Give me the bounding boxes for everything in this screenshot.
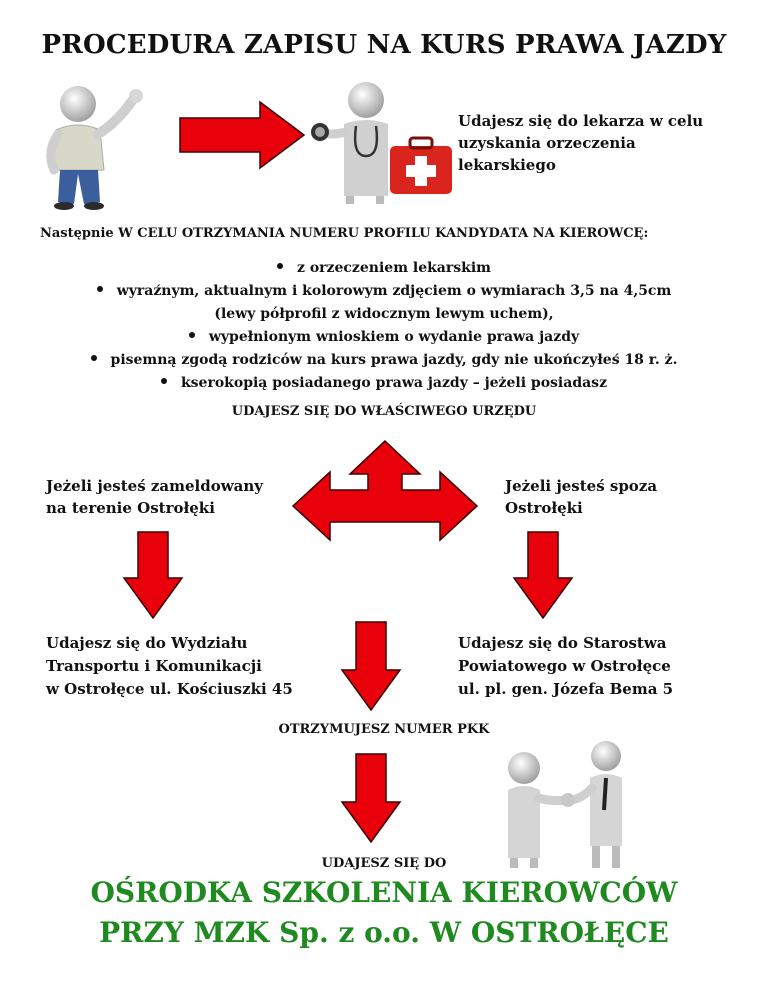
arrow-down-icon (340, 620, 402, 712)
list-item: wypełnionym wnioskiem o wydanie prawa jazdy (0, 326, 768, 349)
handshake-icon (494, 740, 644, 870)
arrow-down-icon (340, 752, 402, 844)
condition-registered-ostroleka: Jeżeli jesteś zameldowany na terenie Ostrołęki (46, 477, 263, 517)
list-item: wyraźnym, aktualnym i kolorowym zdjęciem o wymiarach 3,5 na 4,5cm (0, 280, 768, 303)
condition-outside-ostroleka: Jeżeli jesteś spoza Ostrołęki (505, 477, 658, 517)
bullet-icon (97, 286, 103, 292)
bullet-icon (161, 378, 167, 384)
pkk-number-text: OTRZYMUJESZ NUMER PKK (278, 722, 490, 737)
next-step-heading: Następnie W CELU OTRZYMANIA NUMERU PROFILU KANDYDATA NA KIEROWCĘ: (40, 226, 649, 241)
bullet-icon (91, 355, 97, 361)
office-county-starosty: Udajesz się do Starostwa Powiatowego w Ostrołęce ul. pl. gen. Józefa Bema 5 (458, 634, 674, 698)
school-name-line1: OŚRODKA SZKOLENIA KIEROWCÓW (90, 876, 678, 909)
arrow-down-icon (512, 530, 574, 620)
doctor-with-stethoscope-icon (300, 76, 460, 206)
first-aid-kit-icon (390, 138, 452, 194)
person-waving-icon (18, 82, 148, 212)
list-item: kserokopią posiadanego prawa jazdy – jeżeli posiadasz (0, 372, 768, 395)
list-item: (lewy półprofil z widocznym lewym uchem), (214, 306, 554, 322)
step-doctor-text: Udajesz się do lekarza w celu uzyskania orzeczenia lekarskiego (458, 112, 704, 174)
school-name-line2: PRZY MZK Sp. z o.o. W OSTROŁĘCE (99, 916, 669, 949)
page-title: PROCEDURA ZAPISU NA KURS PRAWA JAZDY (41, 30, 727, 60)
bullet-icon (277, 263, 283, 269)
bullet-icon (189, 332, 195, 338)
office-heading: UDAJESZ SIĘ DO WŁAŚCIWEGO URZĘDU (231, 404, 537, 419)
requirements-list (0, 257, 768, 395)
three-way-arrow-icon (290, 438, 480, 566)
list-item: pisemną zgodą rodziców na kurs prawa jazdy, gdy nie ukończyłeś 18 r. ż. (0, 349, 768, 372)
final-lead-text: UDAJESZ SIĘ DO (321, 856, 447, 871)
office-transport-department: Udajesz się do Wydziału Transportu i Komunikacji w Ostrołęce ul. Kościuszki 45 (46, 634, 293, 698)
arrow-down-icon (122, 530, 184, 620)
arrow-right-icon (178, 100, 308, 170)
list-item: z orzeczeniem lekarskim (0, 257, 768, 280)
